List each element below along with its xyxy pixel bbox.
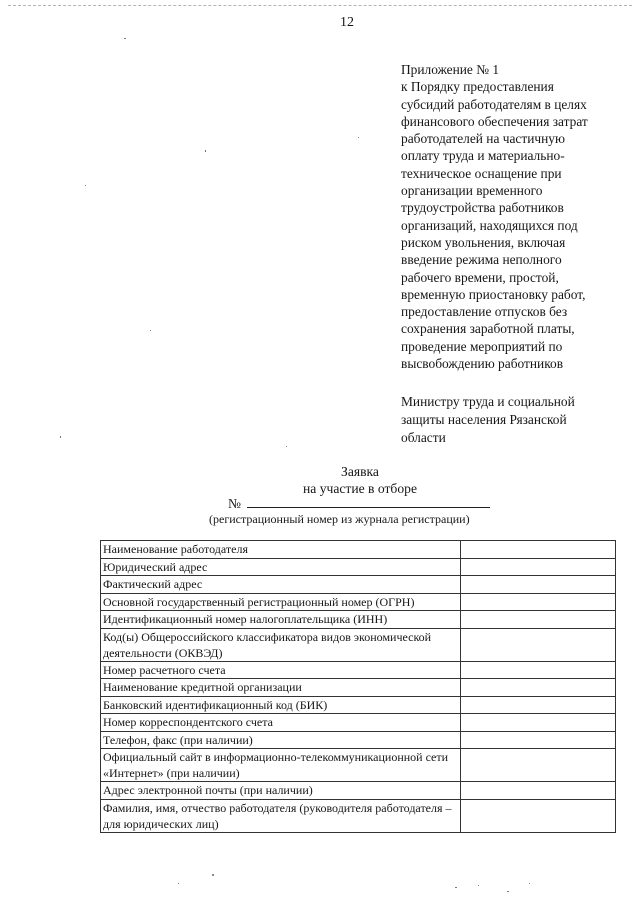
scan-speck	[205, 150, 206, 152]
number-sign: №	[228, 496, 241, 511]
table-row	[101, 661, 616, 679]
scan-speck	[178, 883, 179, 884]
field-label: Идентификационный номер налогоплательщика (ИНН)	[101, 611, 461, 629]
registration-number-caption: (регистрационный номер из журнала регистрации)	[209, 512, 470, 526]
scan-speck	[60, 436, 61, 438]
field-value-cell[interactable]	[461, 611, 616, 629]
field-value-cell[interactable]	[461, 749, 616, 782]
table-row	[101, 593, 616, 611]
field-label: Наименование кредитной организации	[101, 679, 461, 697]
scan-speck	[529, 883, 530, 884]
field-value-cell[interactable]	[461, 576, 616, 594]
table-row	[101, 611, 616, 629]
field-value-cell[interactable]	[461, 799, 616, 832]
addressee-line: защиты населения Рязанской	[401, 411, 567, 427]
scan-top-edge-line	[8, 5, 632, 6]
registration-number-field	[228, 495, 490, 512]
field-value-cell[interactable]	[461, 558, 616, 576]
table-row	[101, 799, 616, 832]
field-label: Юридический адрес	[101, 558, 461, 576]
table-row	[101, 696, 616, 714]
scan-speck	[212, 874, 214, 876]
field-label: Основной государственный регистрационный номер (ОГРН)	[101, 593, 461, 611]
field-label: Телефон, факс (при наличии)	[101, 731, 461, 749]
appendix-line: организации временного	[401, 183, 543, 199]
field-label: Адрес электронной почты (при наличии)	[101, 782, 461, 800]
appendix-line: риском увольнения, включая	[401, 234, 566, 250]
scan-speck	[478, 885, 479, 886]
field-label: Наименование работодателя	[101, 541, 461, 559]
application-fields-table	[100, 540, 616, 833]
scan-speck	[85, 185, 86, 186]
appendix-line: введение режима неполного	[401, 252, 562, 268]
appendix-line: рабочего времени, простой,	[401, 269, 559, 285]
appendix-line: трудоустройства работников	[401, 200, 564, 216]
appendix-line: сохранения заработной платы,	[401, 321, 575, 337]
page-number: 12	[340, 15, 354, 30]
field-label: Официальный сайт в информационно-телекоммуникационной сети «Интернет» (при наличии)	[101, 749, 461, 782]
registration-number-blank[interactable]	[247, 495, 490, 508]
addressee-line: Министру труда и социальной	[401, 394, 575, 409]
appendix-heading: Приложение № 1	[401, 62, 500, 77]
appendix-line: оплату труда и материально-	[401, 148, 565, 164]
table-row	[101, 782, 616, 800]
field-value-cell[interactable]	[461, 782, 616, 800]
field-value-cell[interactable]	[461, 696, 616, 714]
appendix-block	[401, 61, 619, 372]
scan-speck	[124, 38, 126, 39]
field-label: Фамилия, имя, отчество работодателя (руководителя работодателя – для юридических лиц)	[101, 799, 461, 832]
table-row	[101, 541, 616, 559]
scan-speck	[455, 887, 457, 888]
field-value-cell[interactable]	[461, 628, 616, 661]
form-subtitle: на участие в отборе	[303, 481, 417, 496]
field-value-cell[interactable]	[461, 714, 616, 732]
appendix-line: организаций, находящихся под	[401, 217, 578, 233]
field-label: Код(ы) Общероссийского классификатора видов экономической деятельности (ОКВЭД)	[101, 628, 461, 661]
field-label: Фактический адрес	[101, 576, 461, 594]
table-row	[101, 731, 616, 749]
scan-speck	[150, 330, 151, 331]
appendix-line: техническое оснащение при	[401, 165, 562, 181]
table-row	[101, 558, 616, 576]
table-row	[101, 628, 616, 661]
scan-speck	[358, 137, 359, 138]
field-value-cell[interactable]	[461, 731, 616, 749]
form-title: Заявка	[341, 464, 379, 479]
addressee-line: области	[401, 429, 446, 445]
addressee-block	[401, 393, 621, 446]
appendix-line: предоставление отпусков без	[401, 304, 568, 320]
table-row	[101, 679, 616, 697]
appendix-line: субсидий работодателям в целях	[401, 96, 587, 112]
scan-speck	[286, 446, 287, 447]
table-row	[101, 714, 616, 732]
field-label: Номер корреспондентского счета	[101, 714, 461, 732]
appendix-line: проведение мероприятий по	[401, 338, 563, 354]
field-value-cell[interactable]	[461, 661, 616, 679]
field-label: Номер расчетного счета	[101, 661, 461, 679]
table-row	[101, 576, 616, 594]
appendix-line: к Порядку предоставления	[401, 79, 554, 95]
field-value-cell[interactable]	[461, 541, 616, 559]
appendix-line: временную приостановку работ,	[401, 286, 586, 302]
appendix-line: работодателей на частичную	[401, 131, 565, 147]
field-label: Банковский идентификационный код (БИК)	[101, 696, 461, 714]
table-row	[101, 749, 616, 782]
appendix-line: финансового обеспечения затрат	[401, 113, 588, 129]
scan-speck	[507, 891, 509, 892]
field-value-cell[interactable]	[461, 679, 616, 697]
field-value-cell[interactable]	[461, 593, 616, 611]
appendix-line: высвобождению работников	[401, 356, 564, 372]
